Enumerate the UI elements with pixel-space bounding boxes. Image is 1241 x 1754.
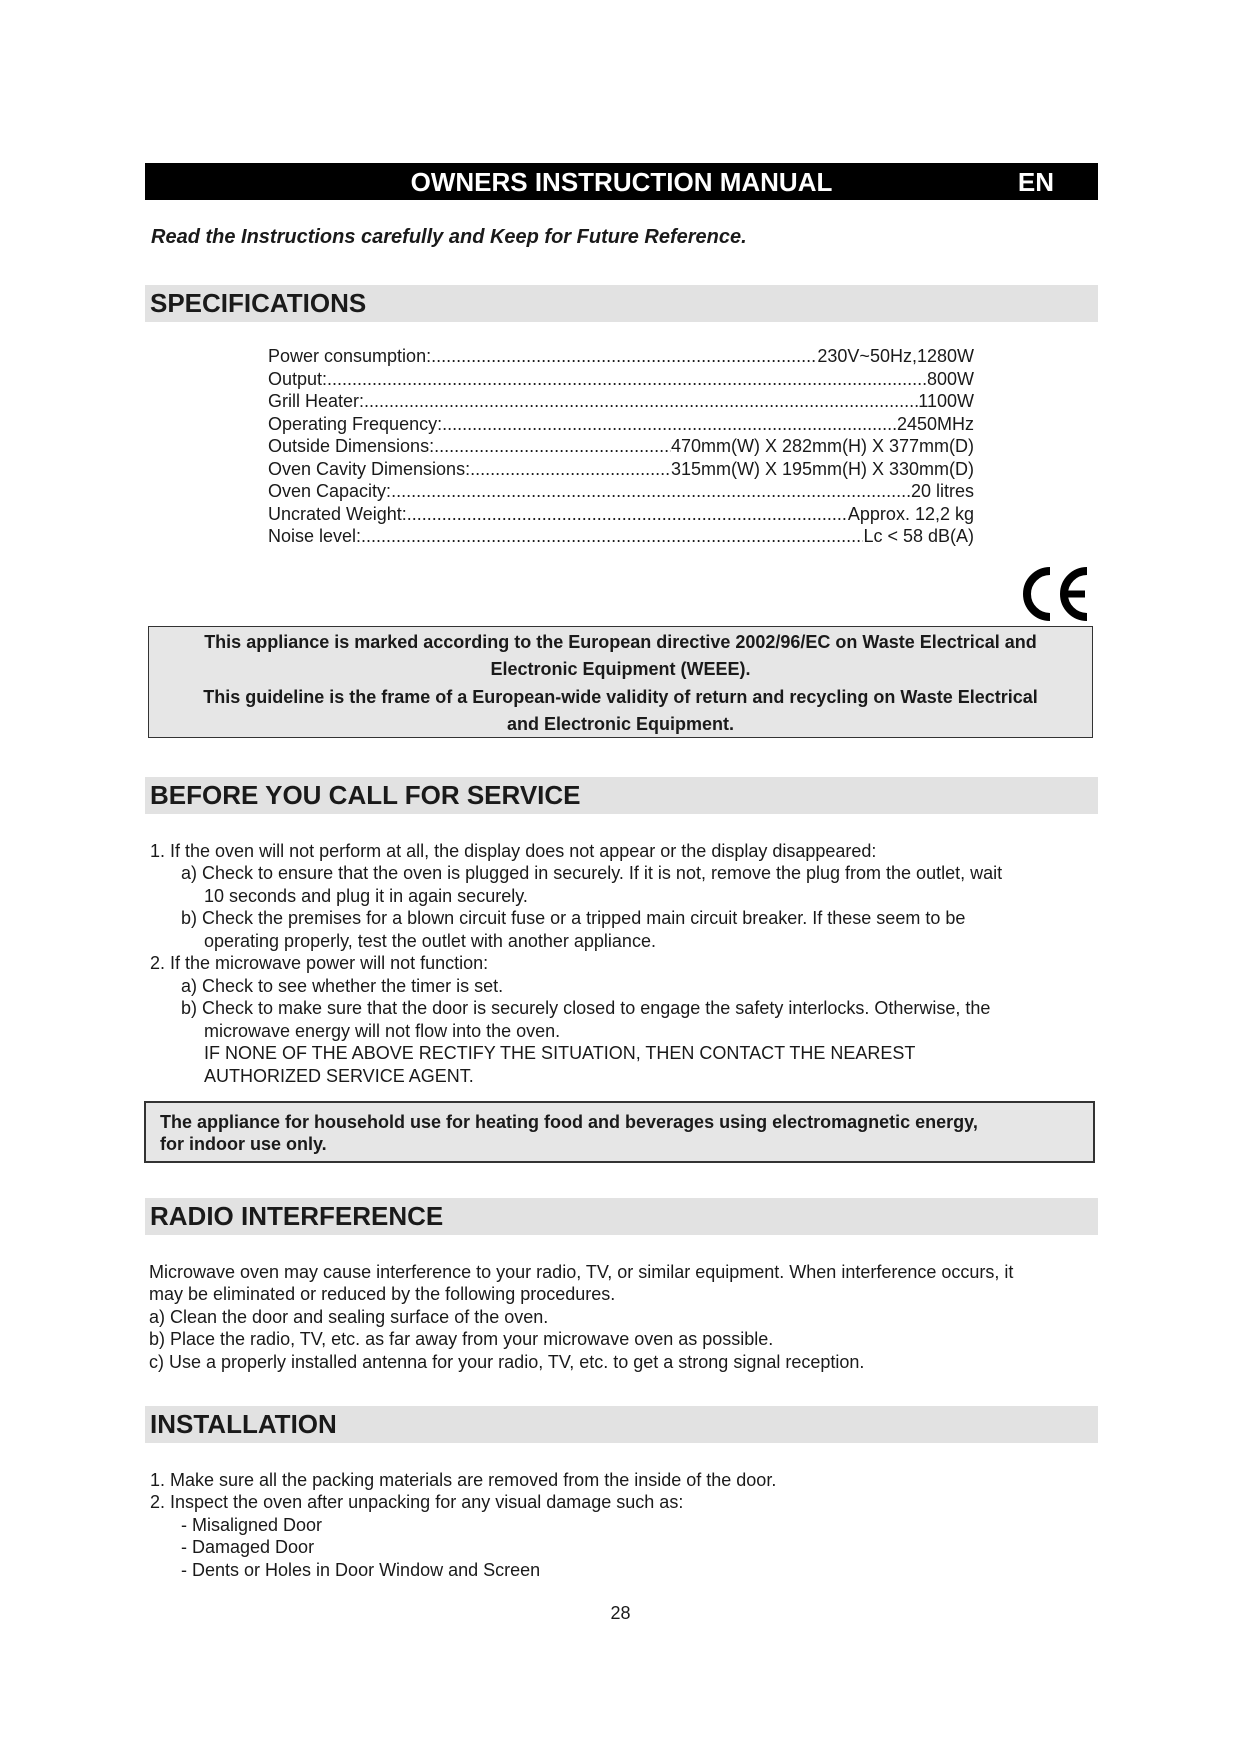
installation-heading-text: INSTALLATION [150,1409,337,1439]
installation-item: - Dents or Holes in Door Window and Screen [181,1560,541,1580]
spec-label: Oven Cavity Dimensions: [268,458,471,479]
service-item: microwave energy will not flow into the oven. [204,1021,561,1041]
radio-line: may be eliminated or reduced by the following procedures. [149,1284,616,1304]
title-bar [145,163,1098,200]
service-item: AUTHORIZED SERVICE AGENT. [204,1066,474,1086]
installation-item: - Misaligned Door [181,1515,323,1535]
weee-line: This appliance is marked according to the European directive 2002/96/EC on Waste Electrical and [204,632,1037,652]
installation-item: 2. Inspect the oven after unpacking for any visual damage such as: [150,1492,684,1512]
spec-label: Outside Dimensions: [268,436,435,456]
service-item: 2. If the microwave power will not function: [150,953,489,973]
spec-value: 20 litres [910,481,974,501]
service-heading [145,777,1098,814]
household-use-note [144,1101,1095,1163]
spec-row [268,390,974,413]
radio-line: Microwave oven may cause interference to your radio, TV, or similar equipment. When interference occurs, it [149,1262,1014,1282]
installation-heading [145,1406,1098,1443]
spec-label: Noise level: [268,526,362,546]
spec-row [268,368,974,391]
specifications-heading-text: SPECIFICATIONS [150,288,367,318]
spec-label: Uncrated Weight: [268,503,407,524]
radio-heading [145,1198,1098,1235]
spec-value: 1100W [918,391,974,411]
spec-value: 800W [926,368,974,389]
spec-value: 230V~50Hz,1280W [817,346,974,366]
spec-row [268,435,974,458]
specifications-list [268,345,974,548]
spec-label: Power consumption: [268,346,432,366]
service-item: 10 seconds and plug it in again securely. [204,886,528,906]
weee-notice [148,626,1093,738]
spec-label: Oven Capacity: [268,481,392,501]
installation-item: - Damaged Door [181,1537,315,1557]
specifications-heading [145,285,1098,322]
spec-row [268,458,974,481]
service-item: 1. If the oven will not perform at all, the display does not appear or the display disappeared: [150,841,877,861]
radio-line: a) Clean the door and sealing surface of the oven. [149,1307,549,1327]
spec-label: Operating Frequency: [268,413,443,434]
weee-line: This guideline is the frame of a European-wide validity of return and recycling on Waste Electrical [203,687,1038,707]
spec-label: Output: [268,368,328,389]
spec-row [268,413,974,436]
spec-label: Grill Heater: [268,391,365,411]
spec-row [268,503,974,526]
installation-item: 1. Make sure all the packing materials are removed from the inside of the door. [150,1470,777,1490]
spec-row [268,525,974,548]
service-item: operating properly, test the outlet with another appliance. [204,931,656,951]
weee-line: Electronic Equipment (WEEE). [490,659,751,679]
spec-value: Approx. 12,2 kg [847,503,974,524]
radio-line: c) Use a properly installed antenna for your radio, TV, etc. to get a strong signal reception. [149,1352,865,1372]
service-item: a) Check to ensure that the oven is plugged in securely. If it is not, remove the plug from the outlet, wait [181,863,1003,883]
radio-line: b) Place the radio, TV, etc. as far away from your microwave oven as possible. [149,1329,774,1349]
subtitle: Read the Instructions carefully and Keep for Future Reference. [151,226,747,248]
spec-value: 2450MHz [896,413,974,434]
language-code: EN [1017,167,1054,197]
spec-value: 315mm(W) X 195mm(H) X 330mm(D) [670,458,974,479]
ce-mark-icon [1017,565,1093,623]
page-number: 28 [610,1603,631,1623]
service-item: b) Check to make sure that the door is securely closed to engage the safety interlocks. Otherwise, the [181,998,991,1018]
service-item: a) Check to see whether the timer is set. [181,976,504,996]
spec-row [268,480,974,503]
spec-row [268,345,974,368]
service-heading-text: BEFORE YOU CALL FOR SERVICE [150,780,581,810]
service-item: IF NONE OF THE ABOVE RECTIFY THE SITUATION, THEN CONTACT THE NEAREST [204,1043,916,1063]
radio-heading-text: RADIO INTERFERENCE [150,1201,444,1231]
note-line: for indoor use only. [160,1134,327,1154]
spec-value: 470mm(W) X 282mm(H) X 377mm(D) [670,436,974,456]
weee-line: and Electronic Equipment. [506,714,735,734]
spec-value: Lc < 58 dB(A) [863,526,974,546]
service-item: b) Check the premises for a blown circuit fuse or a tripped main circuit breaker. If these seem to be [181,908,966,928]
note-line: The appliance for household use for heating food and beverages using electromagnetic energy, [160,1112,978,1132]
manual-title: OWNERS INSTRUCTION MANUAL [410,167,833,197]
